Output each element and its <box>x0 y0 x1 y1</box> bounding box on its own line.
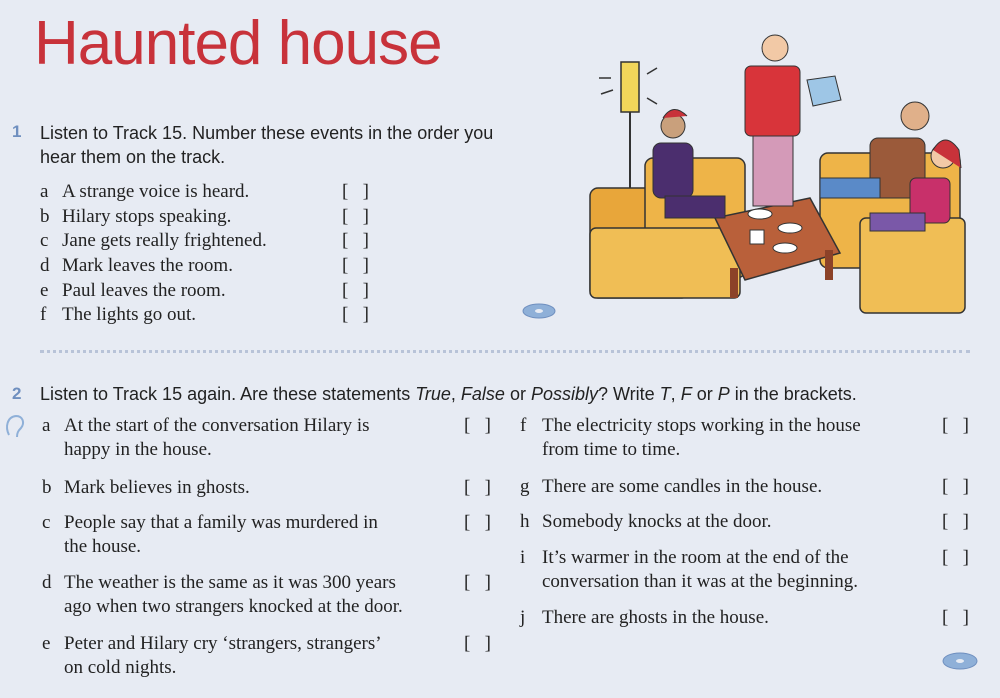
item-text: Somebody knocks at the door. <box>542 511 772 532</box>
item-letter: c <box>40 230 49 252</box>
exercise-1-instruction <box>40 121 493 169</box>
answer-bracket[interactable]: [ ] <box>464 572 491 593</box>
item-letter: d <box>40 255 50 277</box>
ear-icon <box>3 413 27 443</box>
list-item <box>40 205 369 230</box>
item-text: Paul leaves the room. <box>62 279 226 301</box>
exercise-1-instruction-line2: hear them on the track. <box>40 147 226 167</box>
item-text: Mark believes in ghosts. <box>64 477 250 498</box>
item-letter: a <box>40 181 49 203</box>
item-letter: b <box>42 477 52 498</box>
answer-bracket[interactable]: [ ] <box>942 415 969 436</box>
list-item <box>40 303 369 328</box>
item-letter: e <box>42 633 51 654</box>
item-letter: d <box>42 572 52 593</box>
list-item <box>40 180 369 205</box>
answer-bracket[interactable]: [ ] <box>942 511 969 532</box>
answer-bracket[interactable]: [ ] <box>342 304 369 326</box>
item-text: There are ghosts in the house. <box>542 607 769 628</box>
item-letter: a <box>42 415 51 436</box>
item-text: Hilary stops speaking. <box>62 205 232 227</box>
item-text: Mark leaves the room. <box>62 255 233 277</box>
answer-bracket[interactable]: [ ] <box>942 476 969 497</box>
item-letter: f <box>40 304 47 326</box>
item-letter: f <box>520 415 527 436</box>
item-text: Jane gets really frightened. <box>62 230 267 252</box>
cd-icon[interactable] <box>522 303 556 319</box>
answer-bracket[interactable]: [ ] <box>464 477 491 498</box>
answer-bracket[interactable]: [ ] <box>342 255 369 277</box>
answer-bracket[interactable]: [ ] <box>342 279 369 301</box>
exercise-2-number: 2 <box>12 384 22 403</box>
item-text: The weather is the same as it was 300 years ago when two strangers knocked at the door. <box>64 572 403 617</box>
item-letter: h <box>520 511 530 532</box>
exercise-1-number: 1 <box>12 122 22 141</box>
exercise-1-list <box>40 180 369 328</box>
item-text: It’s warmer in the room at the end of the conversation than it was at the beginning. <box>542 547 859 592</box>
item-text: The electricity stops working in the house from time to time. <box>542 415 861 460</box>
exercise-2-instruction: Listen to Track 15 again. Are these statements True, False or Possibly? Write T, F or P in the brackets. <box>40 384 857 404</box>
answer-bracket[interactable]: [ ] <box>464 512 491 533</box>
answer-bracket[interactable]: [ ] <box>342 230 369 252</box>
answer-bracket[interactable]: [ ] <box>942 607 969 628</box>
item-letter: b <box>40 205 50 227</box>
section-divider <box>40 350 970 353</box>
illustration <box>585 18 985 320</box>
list-item <box>40 229 369 254</box>
item-text: Peter and Hilary cry ‘strangers, strangers’ on cold nights. <box>64 633 382 678</box>
page-title: Haunted house <box>34 9 442 78</box>
item-text: At the start of the conversation Hilary is happy in the house. <box>64 415 370 460</box>
answer-bracket[interactable]: [ ] <box>942 547 969 568</box>
item-letter: i <box>520 547 526 568</box>
answer-bracket[interactable]: [ ] <box>342 205 369 227</box>
item-letter: e <box>40 279 49 301</box>
item-letter: g <box>520 476 530 497</box>
item-letter: c <box>42 512 51 533</box>
item-text: People say that a family was murdered in the house. <box>64 512 378 557</box>
answer-bracket[interactable]: [ ] <box>342 181 369 203</box>
item-text: There are some candles in the house. <box>542 476 823 497</box>
answer-bracket[interactable]: [ ] <box>464 633 491 654</box>
item-text: A strange voice is heard. <box>62 181 250 203</box>
item-text: The lights go out. <box>62 304 197 326</box>
item-letter: j <box>520 607 526 628</box>
list-item <box>40 278 369 303</box>
cd-icon[interactable] <box>942 652 978 670</box>
list-item <box>40 254 369 279</box>
answer-bracket[interactable]: [ ] <box>464 415 491 436</box>
exercise-1-instruction-line1: Listen to Track 15. Number these events in the order you <box>40 123 494 143</box>
